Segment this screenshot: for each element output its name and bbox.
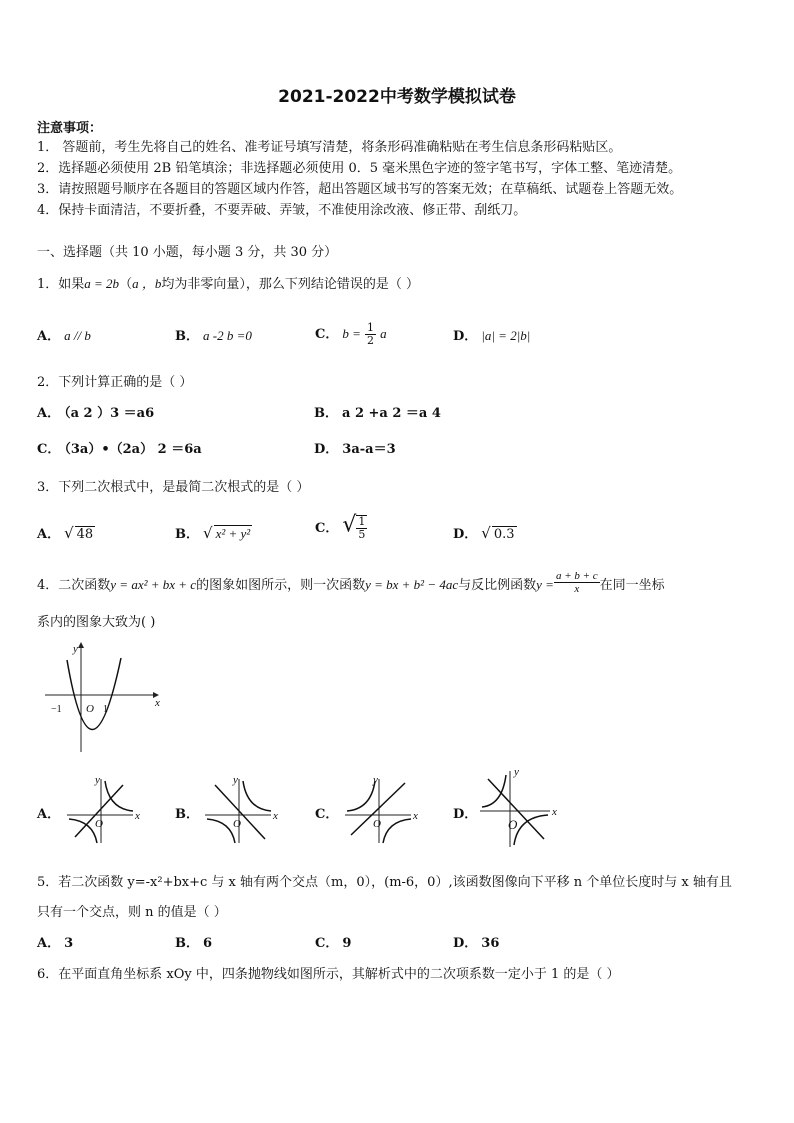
fraction [356, 515, 367, 541]
option-text: 3 [64, 936, 74, 951]
sqrt-sign: √ [342, 512, 357, 538]
option-label: B． [175, 807, 199, 822]
option-text: a 2 +a 2 ＝a 4 [342, 406, 441, 421]
y-label: y [95, 774, 100, 786]
o-label: O [233, 818, 241, 830]
fraction-numerator: 1 [358, 515, 366, 528]
fraction-denominator: 2 [367, 334, 375, 347]
q4-option-d-graph [478, 765, 558, 850]
y-axis-label: y [73, 643, 78, 655]
option-text: a // b [64, 328, 91, 343]
question-6-stem: 6．在平面直角坐标系 xOy 中，四条抛物线如图所示，其解析式中的二次项系数一定小于 1 的是（ ） [37, 967, 620, 982]
hyperbola-branch [105, 781, 133, 811]
q1-option-d[interactable] [453, 328, 530, 345]
question-5-line2: 只有一个交点，则 n 的值是（ ） [37, 905, 227, 920]
question-2-stem: 2．下列计算正确的是（ ） [37, 375, 193, 390]
page-title: 2021-2022中考数学模拟试卷 [278, 87, 516, 107]
line-graph [215, 785, 265, 839]
fraction [554, 570, 600, 595]
q4-option-c-graph [343, 775, 423, 845]
tick-label-neg1: −1 [51, 704, 62, 715]
hyperbola-branch [514, 815, 548, 845]
option-label: D． [314, 442, 339, 457]
option-text: |a| = 2|b| [481, 328, 531, 343]
option-label: B． [175, 329, 199, 344]
option-text: 3a-a＝3 [342, 442, 396, 457]
option-label: A． [37, 329, 61, 344]
notice-item: 4．保持卡面清洁，不要折叠，不要弄破、弄皱，不准使用涂改液、修正带、刮纸刀。 [37, 203, 527, 218]
option-label: C． [315, 327, 339, 342]
option-label: A． [37, 527, 61, 542]
x-label: x [552, 806, 557, 818]
hyperbola-branch [207, 819, 235, 843]
q2-option-c[interactable] [37, 442, 202, 458]
q1-option-b[interactable] [175, 328, 252, 345]
fraction [365, 322, 376, 347]
x-label: x [413, 810, 418, 822]
q1-expr: a = 2b [84, 276, 120, 291]
q1-option-c[interactable] [315, 322, 387, 347]
q4-option-c[interactable] [315, 807, 342, 823]
q4-option-b-graph [203, 775, 283, 845]
hyperbola-branch [243, 781, 271, 811]
notice-item: 3．请按照题号顺序在各题目的答题区域内作答，超出答题区域书写的答案无效；在草稿纸、试题卷上答题无效。 [37, 182, 683, 197]
section-heading: 一、选择题（共 10 小题，每小题 3 分，共 30 分） [37, 245, 338, 260]
option-text: 0.3 [493, 527, 515, 542]
option-text: 48 [76, 527, 94, 542]
q3-option-d[interactable] [453, 525, 517, 543]
sqrt-sign: √ [203, 524, 213, 542]
option-label: A． [37, 936, 61, 951]
tick-label-1: 1 [103, 704, 108, 715]
q1-suffix: 均为非零向量），那么下列结论错误的是（ ） [161, 277, 419, 292]
option-text: a -2 b =0 [203, 328, 252, 343]
origin-label: O [86, 703, 94, 715]
fraction-denominator: x [574, 583, 580, 595]
q2-option-b[interactable] [314, 406, 441, 422]
q1-middle: （ [119, 277, 133, 292]
notice-item: 1． 答题前，考生先将自己的姓名、准考证号填写清楚，将条形码准确粘贴在考生信息条形码粘贴区。 [37, 140, 622, 155]
fraction-denominator: 5 [358, 528, 366, 541]
option-label: C． [37, 442, 61, 457]
question-5-line1: 5．若二次函数 y=-x²+bx+c 与 x 轴有两个交点（m，0），(m-6，0）,该函数图像向下平移 n 个单位长度时与 x 轴有且 [37, 875, 732, 890]
x-axis-label: x [155, 697, 160, 709]
option-label: C． [315, 936, 339, 951]
q4-text: 在同一坐标 [599, 578, 665, 593]
q4-parabola-graph [45, 640, 175, 755]
y-label: y [514, 766, 519, 778]
q5-option-b[interactable] [175, 936, 212, 952]
q4-formula: y = ax² + bx + c [110, 577, 197, 592]
notice-heading: 注意事项： [37, 121, 103, 136]
option-text: 36 [481, 936, 500, 951]
y-label: y [233, 774, 238, 786]
o-label: O [373, 818, 381, 830]
question-1-stem [37, 276, 419, 293]
q5-option-c[interactable] [315, 936, 351, 952]
hyperbola-branch [347, 781, 375, 811]
hyperbola-branch [69, 819, 97, 843]
hyperbola-branch [383, 819, 411, 843]
q4-option-a-graph [65, 775, 145, 845]
q4-text: 4．二次函数 [37, 578, 111, 593]
fraction-numerator: a + b + c [555, 570, 598, 582]
q3-option-c[interactable] [315, 512, 367, 541]
q4-text: 与反比例函数 [458, 578, 537, 593]
y-axis-arrow [78, 642, 84, 648]
option-label: D． [453, 807, 478, 822]
option-label: D． [453, 329, 478, 344]
q4-formula: y = bx + b² − 4ac [365, 577, 459, 592]
y-label: y [373, 774, 378, 786]
option-label: B． [175, 936, 199, 951]
o-label: O [95, 818, 103, 830]
option-text: a [380, 326, 387, 341]
fraction-numerator: 1 [367, 321, 375, 334]
x-label: x [135, 810, 140, 822]
q5-option-d[interactable] [453, 936, 499, 952]
option-text: （3a）•（2a） 2 ＝6a [64, 442, 202, 457]
option-text: （a 2 ）3 ＝a6 [64, 406, 155, 421]
option-label: D． [453, 936, 478, 951]
q2-option-d[interactable] [314, 442, 396, 458]
q2-option-a[interactable] [37, 406, 154, 422]
question-3-stem: 3．下列二次根式中，是最简二次根式的是（ ） [37, 480, 310, 495]
q4-option-a[interactable] [37, 807, 64, 823]
sqrt-sign: √ [481, 524, 491, 542]
q3-option-a[interactable] [37, 525, 95, 543]
q1-vars: a ，b [132, 276, 162, 291]
option-label: A． [37, 807, 61, 822]
sqrt-sign: √ [64, 524, 74, 542]
option-text: 9 [342, 936, 352, 951]
hyperbola-branch [482, 775, 506, 807]
x-label: x [273, 810, 278, 822]
q5-option-a[interactable] [37, 936, 73, 952]
parabola-curve [67, 658, 121, 730]
option-label: C． [315, 807, 339, 822]
q3-option-b[interactable] [175, 525, 252, 543]
q4-text: 的图象如图所示，则一次函数 [196, 578, 366, 593]
question-4-line2: 系内的图象大致为( ) [37, 615, 156, 630]
q1-prefix: 1．如果 [37, 277, 85, 292]
option-label: D． [453, 527, 478, 542]
option-label: B． [175, 527, 199, 542]
o-label: O [508, 817, 518, 832]
question-4-stem [37, 570, 665, 595]
option-label: B． [314, 406, 338, 421]
option-label: C． [315, 520, 339, 536]
option-text: 6 [203, 936, 213, 951]
option-label: A． [37, 406, 61, 421]
option-text: x² + y² [215, 526, 251, 541]
q1-option-a[interactable] [37, 328, 91, 345]
notice-item: 2．选择题必须使用 2B 铅笔填涂；非选择题必须使用 0．5 毫米黑色字迹的签字笔书写，字体工整、笔迹清楚。 [37, 161, 682, 176]
option-text: b = [342, 326, 361, 341]
q4-formula: y = [536, 577, 554, 592]
q4-option-b[interactable] [175, 807, 203, 823]
